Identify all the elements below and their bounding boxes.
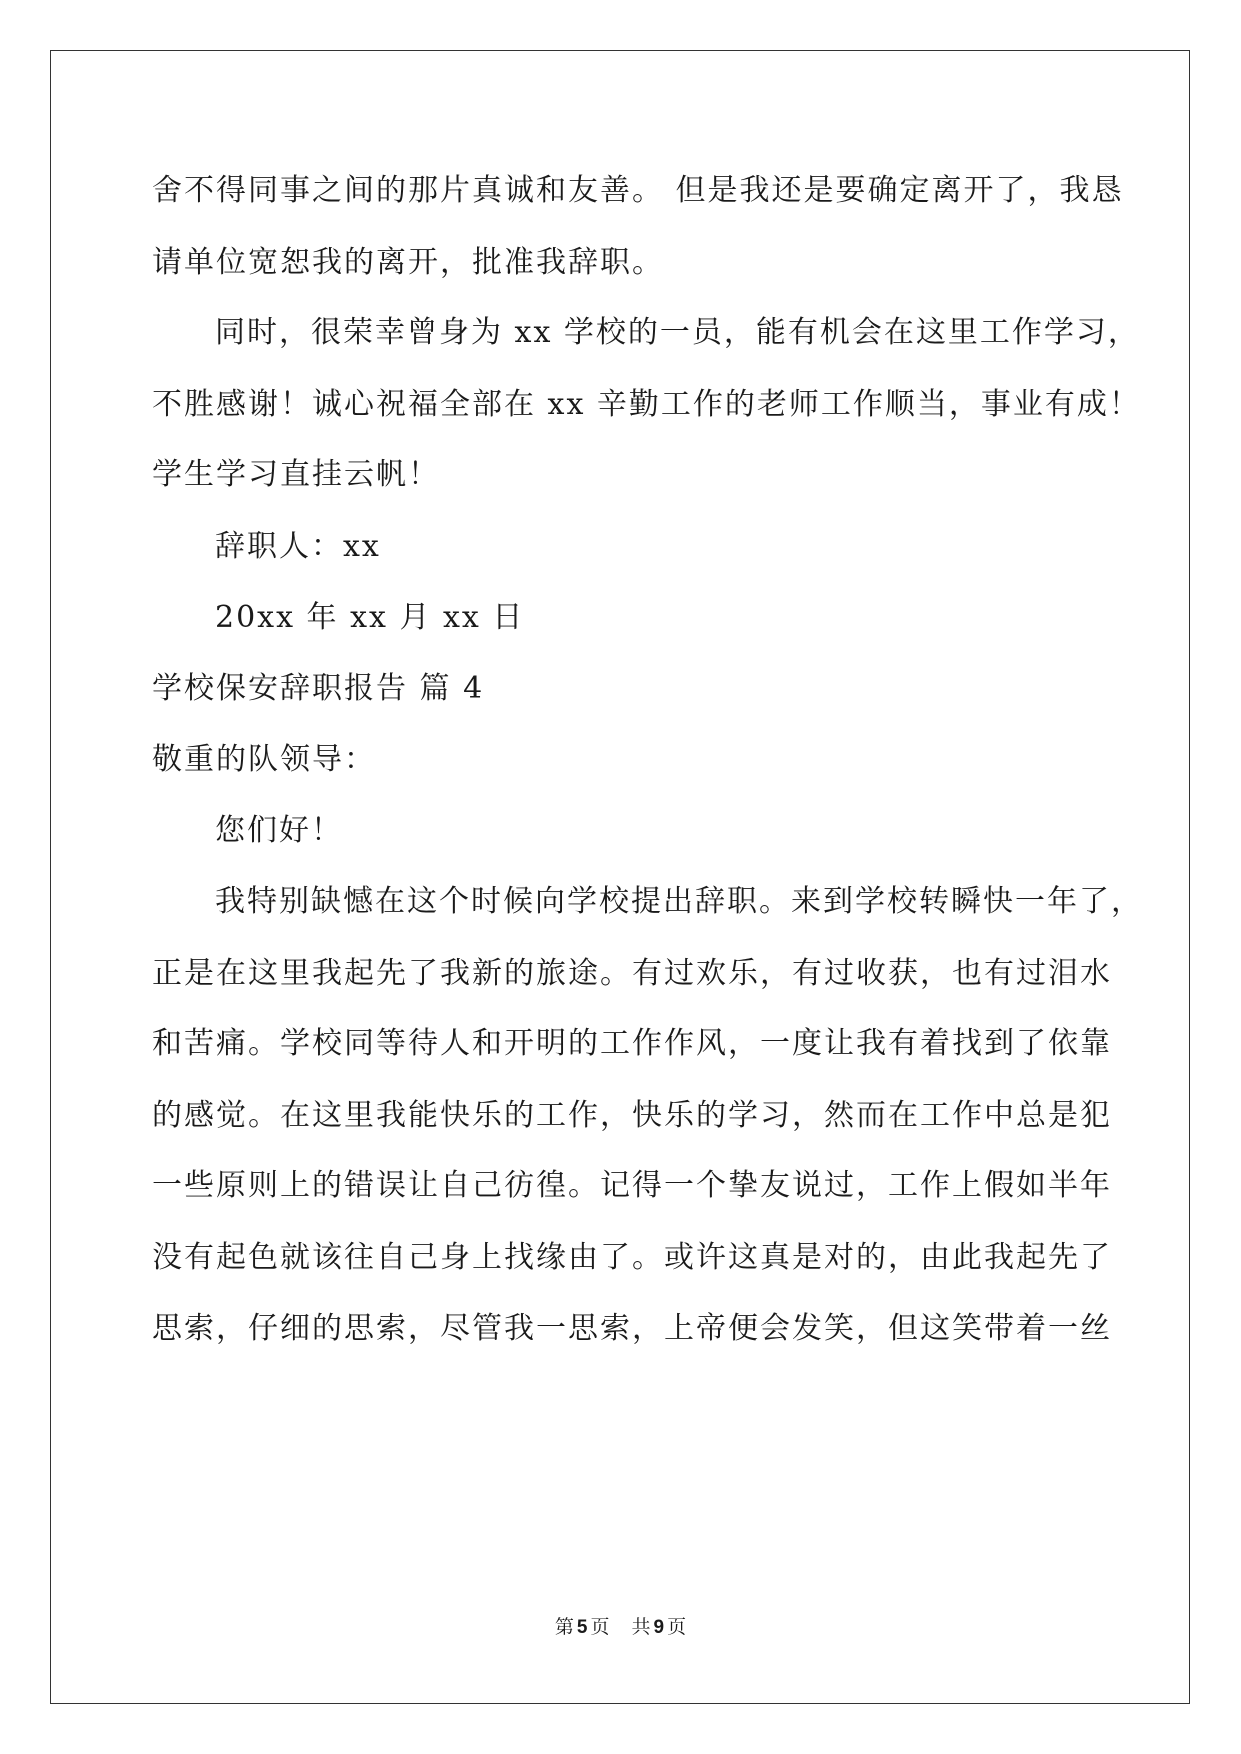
signature-line: 辞职人：xx [215, 529, 381, 564]
date-line: 20xx 年 xx 月 xx 日 [215, 600, 525, 635]
footer-total-suffix: 页 [667, 1616, 687, 1638]
footer-page-total: 9 [653, 1617, 665, 1638]
paragraph-line: 没有起色就该往自己身上找缘由了。或许这真是对的，由此我起先了 [152, 1240, 1112, 1275]
paragraph-line: 请单位宽恕我的离开，批准我辞职。 [152, 245, 664, 280]
greeting: 您们好！ [215, 813, 343, 848]
footer-page-current: 5 [576, 1617, 588, 1638]
salutation: 敬重的队领导： [152, 742, 376, 777]
paragraph-line: 学生学习直挂云帆！ [152, 457, 440, 492]
page-footer [0, 1615, 1241, 1640]
paragraph-line: 不胜感谢！诚心祝福全部在 xx 辛勤工作的老师工作顺当，事业有成！ [152, 387, 1141, 422]
paragraph-line: 一些原则上的错误让自己彷徨。记得一个挚友说过，工作上假如半年 [152, 1168, 1112, 1203]
page-border [50, 50, 1190, 1704]
footer-total-prefix: 共 [631, 1616, 651, 1638]
paragraph-line: 我特别缺憾在这个时候向学校提出辞职。来到学校转瞬快一年了， [215, 884, 1143, 919]
paragraph-line: 正是在这里我起先了我新的旅途。有过欢乐，有过收获，也有过泪水 [152, 956, 1112, 991]
paragraph-line: 和苦痛。学校同等待人和开明的工作作风，一度让我有着找到了依靠 [152, 1026, 1112, 1061]
footer-page-prefix: 第 [554, 1616, 574, 1638]
paragraph-line: 的感觉。在这里我能快乐的工作，快乐的学习，然而在工作中总是犯 [152, 1098, 1112, 1133]
paragraph-line: 同时，很荣幸曾身为 xx 学校的一员，能有机会在这里工作学习， [215, 315, 1140, 350]
paragraph-line: 舍不得同事之间的那片真诚和友善。 但是我还是要确定离开了，我恳 [152, 173, 1124, 208]
paragraph-line: 思索，仔细的思索，尽管我一思索，上帝便会发笑，但这笑带着一丝 [152, 1311, 1112, 1346]
footer-page-mid: 页 [590, 1616, 610, 1638]
section-title: 学校保安辞职报告 篇 4 [152, 671, 485, 706]
